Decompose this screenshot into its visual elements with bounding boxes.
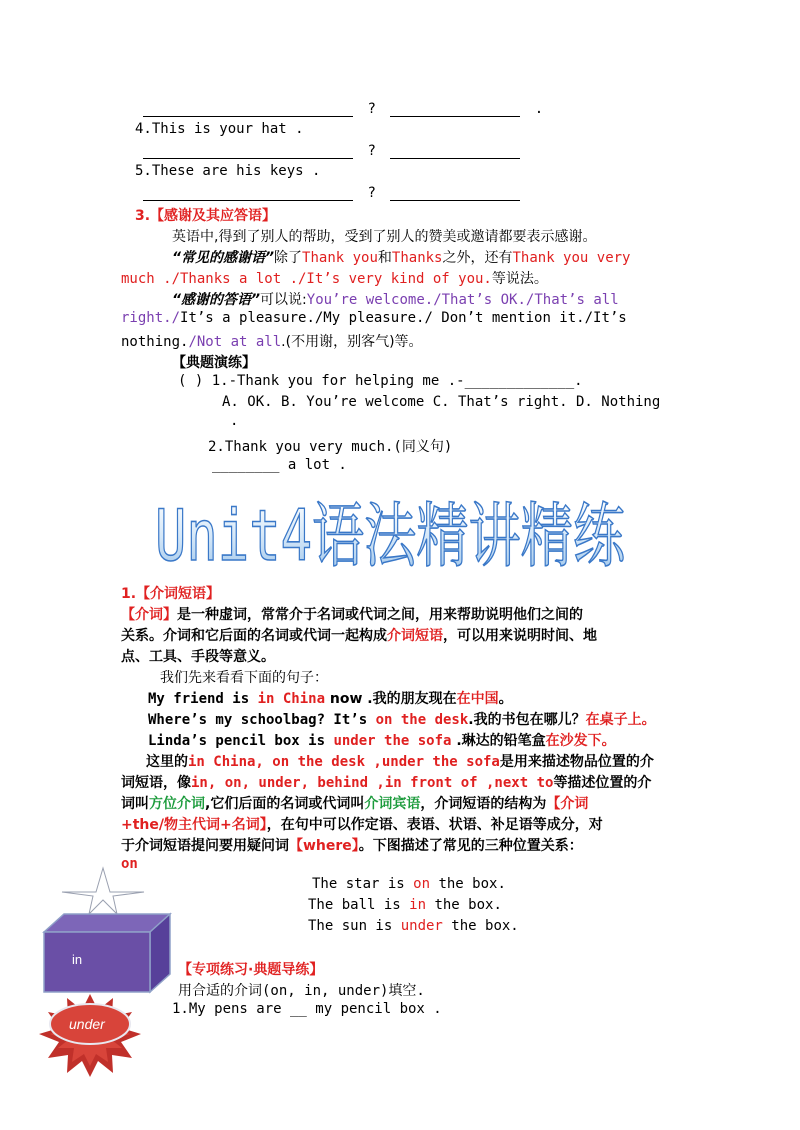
- position-figure: [0, 862, 190, 1092]
- exercise-item-5: 5.These are his keys .: [135, 163, 321, 179]
- exercise-item-4: 4.This is your hat .: [135, 121, 304, 137]
- reply-phrases: It’s a pleasure./My pleasure./ Don’t mention it./It’s: [180, 310, 627, 326]
- prep-phrases: in China, on the desk ,under the sofa: [188, 754, 500, 770]
- prep-label: 【介词】: [121, 607, 177, 623]
- special-instruction: 用合适的介词(on, in, under)填空.: [178, 983, 425, 999]
- star-icon: [62, 868, 144, 914]
- question-mark: ?: [367, 143, 376, 159]
- answer-blank[interactable]: [390, 186, 520, 201]
- on-label: on: [121, 856, 138, 872]
- text: 除了: [274, 250, 303, 266]
- example-1: [148, 688, 513, 708]
- text: Linda’s pencil box is: [148, 733, 334, 749]
- thanks-common-line: [172, 247, 631, 267]
- prep-list: in, on, under, behind ,in front of ,next to: [191, 775, 554, 791]
- prep-phrase: under the sofa: [333, 733, 452, 749]
- period: .: [534, 101, 544, 117]
- answer-blank[interactable]: [143, 186, 353, 201]
- text: 等描述位置的介: [553, 775, 652, 791]
- question-mark: ?: [367, 185, 376, 201]
- prep-para-3: 点、工具、手段等意义。: [121, 649, 275, 665]
- answer-blank[interactable]: [390, 102, 520, 117]
- text: 关系。介词和它后面的名词或代词一起构成: [121, 628, 387, 644]
- prep-para-2: [121, 625, 597, 645]
- prep-on: on: [413, 876, 431, 892]
- blank-row-1: [143, 101, 543, 117]
- reply-phrase: /Not at all: [188, 334, 282, 350]
- thanks-reply-line-2: [121, 310, 627, 326]
- prep-explain-4: [121, 814, 603, 834]
- text: 词叫: [121, 796, 149, 812]
- figure-sentence-ball: [308, 897, 502, 913]
- under-label: under: [69, 1016, 105, 1032]
- text: 。下图描述了常见的三种位置关系：: [358, 838, 583, 854]
- reply-phrases: You’re welcome./That’s OK./That’s all: [306, 292, 619, 308]
- text: the box.: [426, 897, 502, 913]
- prep-phrase: in China: [257, 691, 326, 707]
- thanks-reply-line: [172, 289, 619, 309]
- text: nothing.: [121, 334, 189, 350]
- thanks-phrases: much ./Thanks a lot ./It’s very kind of you.: [121, 271, 492, 287]
- practice-question-2-answer: ________ a lot .: [212, 457, 347, 473]
- text: 等说法。: [491, 271, 548, 287]
- prep-explain-1: [146, 751, 654, 771]
- text: ,它们后面的名词或代词叫: [205, 796, 365, 812]
- prep-in: in: [409, 897, 427, 913]
- text: the box.: [442, 918, 519, 934]
- question-mark: ?: [367, 101, 376, 117]
- text: The star is: [312, 876, 414, 892]
- sun-icon: [39, 994, 141, 1077]
- thanks-intro: 英语中,得到了别人的帮助，受到了别人的赞美或邀请都要表示感谢。: [172, 229, 597, 245]
- thank-you-phrase: Thank you: [302, 250, 378, 266]
- box-icon: [44, 914, 170, 992]
- text: 词短语，像: [121, 775, 191, 791]
- text: 这里的: [146, 754, 188, 770]
- text: ，可以用来说明时间、地: [443, 628, 597, 644]
- answer-blank[interactable]: [390, 144, 520, 159]
- text: My friend is: [148, 691, 258, 707]
- text: 是一种虚词，常常介于名词或代词之间，用来帮助说明他们之间的: [177, 607, 583, 623]
- text: 和: [377, 250, 392, 266]
- text: 。: [498, 691, 513, 707]
- practice-options: A. OK. B. You’re welcome C. That’s right. D. Nothing: [222, 394, 661, 410]
- where-keyword: 【where】: [289, 838, 359, 854]
- reply-label: “感谢的答语”: [172, 292, 261, 308]
- special-practice-heading: 【专项练习·典题导练】: [178, 962, 324, 978]
- section-heading-prep: 1.【介词短语】: [121, 586, 221, 602]
- text: 是用来描述物品位置的介: [499, 754, 654, 770]
- figure-sentence-sun: [308, 918, 519, 934]
- special-question-1: 1.My pens are __ my pencil box .: [172, 1001, 442, 1017]
- prep-explain-5: [121, 835, 583, 855]
- blank-row-2: [143, 143, 520, 159]
- thank-you-very-phrase: Thank you very: [512, 250, 631, 266]
- text: 可以说:: [260, 292, 307, 308]
- thanks-phrase: Thanks: [391, 250, 443, 266]
- thanks-common-line-2: [121, 268, 548, 288]
- structure-formula: 【介词: [546, 796, 589, 812]
- text: Where’s my schoolbag? It’s: [148, 712, 376, 728]
- term-location-prep: 方位介词: [149, 796, 205, 812]
- text: The ball is: [308, 897, 410, 913]
- text: 之外，还有: [442, 250, 513, 266]
- practice-question-2: 2.Thank you very much.(同义句): [208, 439, 453, 455]
- prep-phrase-cn: 在沙发下。: [545, 733, 616, 749]
- reply-phrases: right./: [121, 310, 181, 326]
- structure-formula: +the/物主代词+名词】: [121, 817, 267, 833]
- thanks-reply-line-3: [121, 331, 423, 351]
- text: .(不用谢，别客气)等。: [281, 334, 423, 350]
- text: ，在句中可以作定语、表语、状语、补足语等成分，对: [266, 817, 603, 833]
- text: .我的书包在哪儿？: [468, 712, 586, 728]
- answer-blank[interactable]: [143, 102, 353, 117]
- practice-options-dot: .: [230, 413, 239, 429]
- text: ，介词短语的结构为: [420, 796, 547, 812]
- unit-title-text: Unit4语法精讲精练: [155, 495, 628, 577]
- prep-explain-2: [121, 772, 651, 792]
- text: 于介词短语提问要用疑问词: [121, 838, 289, 854]
- example-2: [148, 709, 656, 729]
- in-label: in: [72, 952, 83, 967]
- text: .琳达的铅笔盒: [451, 733, 546, 749]
- section-heading-thanks: 3.【感谢及其应答语】: [135, 208, 277, 224]
- term-prep-object: 介词宾语: [364, 796, 421, 812]
- prep-para-1: [121, 604, 583, 624]
- practice-question-1: ( ) 1.-Thank you for helping me .-_____________.: [178, 373, 583, 389]
- text: the box.: [430, 876, 506, 892]
- answer-blank[interactable]: [143, 144, 353, 159]
- blank-row-3: [143, 185, 520, 201]
- common-thanks-label: “常见的感谢语”: [172, 250, 275, 266]
- example-3: [148, 730, 616, 750]
- look-sentence: 我们先来看看下面的句子：: [160, 670, 328, 686]
- figure-sentence-star: [312, 876, 506, 892]
- prep-under: under: [400, 918, 443, 934]
- prep-phrase: on the desk: [375, 712, 469, 728]
- prep-phrase-cn: 在中国: [456, 691, 499, 707]
- prep-phrase-term: 介词短语: [387, 628, 443, 644]
- practice-heading: 【典题演练】: [172, 355, 256, 371]
- text: The sun is: [308, 918, 401, 934]
- text: now .我的朋友现在: [325, 691, 457, 707]
- unit-title: [150, 488, 630, 578]
- prep-phrase-cn: 在桌子上。: [585, 712, 656, 728]
- prep-explain-3: [121, 793, 588, 813]
